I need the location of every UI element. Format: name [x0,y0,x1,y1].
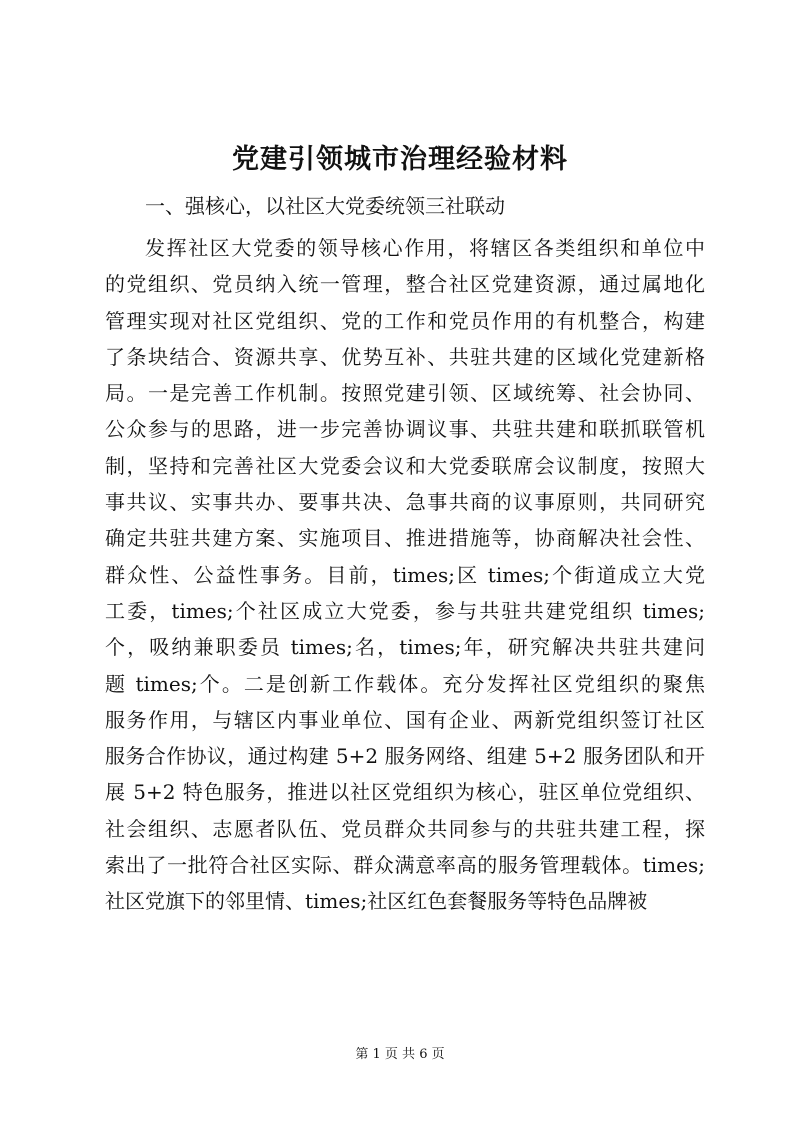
page-footer: 第 1 页 共 6 页 [355,1047,445,1062]
paragraph-line: 社区党旗下的邻里情、times;社区红色套餐服务等特色品牌被 [105,889,648,914]
paragraph-line: 社会组织、志愿者队伍、党员群众共同参与的共驻共建工程，探 [105,816,705,841]
section-heading: 一、强核心，以社区大党委统领三社联动 [145,194,505,218]
paragraph-line: 群众性、公益性事务。目前，times;区 times;个街道成立大党 [105,562,705,587]
paragraph-line: 服务合作协议，通过构建 5+2 服务网络、组建 5+2 服务团队和开 [105,744,705,769]
paragraph-line: 索出了一批符合社区实际、群众满意率高的服务管理载体。times; [105,853,705,878]
paragraph-line: 管理实现对社区党组织、党的工作和党员作用的有机整合，构建 [105,308,705,333]
paragraph-line: 制，坚持和完善社区大党委会议和大党委联席会议制度，按照大 [105,453,705,478]
paragraph-line: 局。一是完善工作机制。按照党建引领、区域统筹、社会协同、 [105,381,705,406]
paragraph-line: 公众参与的思路，进一步完善协调议事、共驻共建和联抓联管机 [105,417,705,442]
paragraph-line: 发挥社区大党委的领导核心作用，将辖区各类组织和单位中 [145,236,705,260]
paragraph-line: 题 times;个。二是创新工作载体。充分发挥社区党组织的聚焦 [105,671,705,696]
document-title: 党建引领城市治理经验材料 [232,144,568,175]
paragraph-line: 展 5+2 特色服务，推进以社区党组织为核心，驻区单位党组织、 [105,780,705,805]
paragraph-line: 了条块结合、资源共享、优势互补、共驻共建的区域化党建新格 [105,344,705,369]
paragraph-line: 的党组织、党员纳入统一管理，整合社区党建资源，通过属地化 [105,272,705,297]
paragraph-line: 个，吸纳兼职委员 times;名，times;年，研究解决共驻共建问 [105,635,705,660]
paragraph-line: 事共议、实事共办、要事共决、急事共商的议事原则，共同研究 [105,490,705,515]
paragraph-line: 服务作用，与辖区内事业单位、国有企业、两新党组织签订社区 [105,707,705,732]
paragraph-line: 工委，times;个社区成立大党委，参与共驻共建党组织 times; [105,598,705,623]
paragraph-line: 确定共驻共建方案、实施项目、推进措施等，协商解决社会性、 [105,526,705,551]
body-paragraph [105,230,705,920]
